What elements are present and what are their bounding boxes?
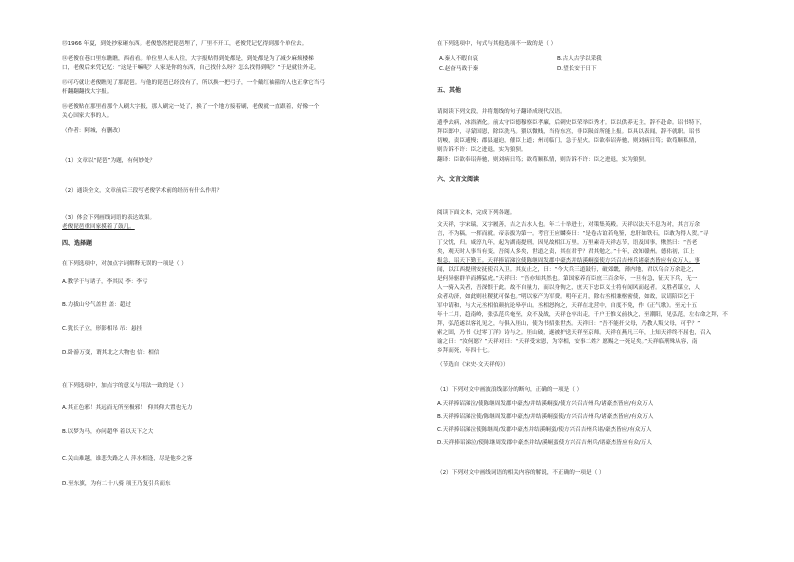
mc3-option-d: D.望长安于日下	[557, 66, 597, 72]
paragraph-14-line1: ⑭老俊在巷口里东瞧瞧，西看看。单位里人未人往，大字报贴得到处都是，到处都是为了减少麻烦楼梯	[62, 56, 314, 62]
mc1-option-c: C.犹长子立，形影相吊 吊：悬挂	[62, 326, 143, 332]
passage-line-4: 矣，观天时人事当有变，吾阅人多矣，世道之责，其在君乎？君其勉之。”十年，改知赣州。德佑初，江上	[437, 249, 695, 255]
translation-passage-line1: 遗季去病，冰浴酒化。前太守臣德穆察臣孝廉，后刺史臣荣举臣秀才。臣以供养无主，辞不赴命。诏书特下，	[437, 120, 706, 126]
passage-line-3: 丁父忧，归。咸淳九年，起为湖南提刑，因见故相江万里。万里素奇天祥志节，语及国事，愀然曰：“吾老	[437, 240, 698, 246]
paragraph-15-line1: ⑮可巧就让老俊瞧见了那琵琶。与他的琵琶已经没有了，所以换一把弓子，一个戴红袖箍的人也正拿它当弓	[62, 80, 325, 86]
mc2-option-a: A.其正色邪！其远而无所至极邪！ 仰其仰大置也无力	[62, 405, 193, 411]
passage-line-13: 索之固，乃书《过零丁洋》诗与之。厓山破，遂被护送天祥至京师。天祥在燕凡三年，上知天祥终不屈也，召入	[437, 330, 712, 336]
passage-line-5: 报急，诏天下勤王。天祥捧诏涕泣使陈继周发郡中豪杰并结溪峒蛮使方兴召吉州兵诸豪杰皆应有众万人。事	[437, 258, 700, 264]
passage-line-2: 言，不为稿，一挥而就。帝亲拔为第一。考官王应麟奏曰：“是卷古谊若龟鉴，忠肝如铁石，臣敢为得人贺。”寻	[437, 231, 709, 237]
mc2-option-d: D.至东旗，为有二十八骑 项王乃复引兵而东	[62, 481, 171, 487]
passage-line-12: 拜，弘范遂以客礼见之，与俱入厓山，使为书招张世杰。天祥曰：“吾不能扞父母，乃教人叛父母，可乎？”	[437, 321, 701, 327]
passage-line-8: 人一骑入关者，吾深恨于此。故不自量力，而以身徇之，庶天下忠臣义士将有闻风而起者。义胜者谋立，人	[437, 285, 700, 291]
reading-q1-option-a: A.天祥捧诏涕泣/使陈继周发郡中豪杰/并结溪峒蛮/使方兴召吉州兵/诸豪杰皆应/有众万人	[437, 401, 654, 407]
paragraph-13: ⑬1966 年夏，到处抄家砸东西。老俊悠然把琵琶埋了，厂里不开工，老俊凭记忆得到那个单位去。	[62, 41, 308, 47]
question-2: （2）通读全文，文章前后三段写老俊学术前的经历有什么作用？	[62, 188, 223, 194]
mc1-option-a: A.教学于与诸子，李其民 李：李亏	[62, 279, 148, 285]
question-3-sentence: 老俊琵琶重回家摸着了鼓几。	[62, 224, 135, 230]
paragraph-14-line2: 口，老俊后来凭记忆：“这是干嘛呢？人家是你的东西，自己找什么呀？怎么找得到呢？”于是就往外走。	[62, 65, 320, 71]
section-6-heading: 六、文言文阅读	[437, 176, 480, 183]
passage-line-15: 乡拜而死，年四十七。	[437, 348, 493, 354]
mc3-stem: 在下列选项中，句式与其他选项不一致的是（ ）	[437, 41, 557, 47]
passage-line-10: 军中请和，与大元丞相伯颜抗论皋亭山。丞相怒拘之，天祥在北营中，自度不免，作《正气歌》。至元十五	[437, 303, 698, 309]
translation-answer: 翻译：臣欲奉诏奔驰，则刘病日笃；欲苟顺私情，则告诉不许：臣之进退，实为狼狈。	[437, 157, 650, 163]
mc3-option-b: B.古人古学以采我	[557, 56, 602, 62]
passage-line-14: 谕之曰：“汝何愿？”天祥对曰：“天祥受宋恩，为宰相，安事二姓？愿赐之一死足矣。”天祥临刑殊从容，南	[437, 339, 698, 345]
paragraph-15-line2: 杆翻翻翻找大字报。	[62, 89, 113, 95]
mc3-option-a: A.秦人不暇自哀	[439, 56, 479, 62]
reading-q1-option-c: C.天祥捧诏涕泣使陈继周/发郡中豪杰并结溪峒蛮/使方兴召吉州兵诸/豪杰皆应/有众万人	[437, 427, 652, 433]
mc1-stem: 在下列选项中，对加点字词解释无误的一项是（ ）	[62, 261, 187, 267]
passage-line-1: 文天祥，字宋瑞，又字履善，吉之吉水人也。年二十举进士，对策集英殿。天祥以法天不息为对，其言万余	[437, 222, 700, 228]
passage-line-7: 是何异驱群羊而搏猛虎。”天祥曰：“吾亦知其然也。第国家养育臣庶三百余年，一旦有急，征天下兵，无一	[437, 276, 698, 282]
translation-intro: 请阅读下列文段，并将划线的句子翻译成现代汉语。	[437, 109, 566, 115]
mc3-option-c: C.赵奋马战于秦	[439, 66, 479, 72]
passage-line-9: 众者功济，如此则社稷犹可保也。”明以家产为军费。明年正月，除右丞相兼枢密使，如故，议请陪臣乞于	[437, 294, 695, 300]
translation-passage-line2: 拜臣郎中，寻蒙国恩，除臣洗马。猥以微贱，当侍东宫，非臣陨首所能上报。臣具以表闻，辞不就职。诏书	[437, 129, 700, 135]
passage-source: （节选自《宋史·文天祥传》）	[437, 362, 509, 368]
paragraph-16-line1: ⑯老俊贴在那里看那个人刷大字报，那人刷完一处了，换了一个地方接着刷，老俊就一直跟着，好像一个	[62, 104, 320, 110]
mc2-stem: 在下列选项中，加点字的意义与用法一致的是（ ）	[62, 383, 187, 389]
paragraph-16-line2: 关心国家大事的人。	[62, 113, 113, 119]
reading-question-1: （1）下列对文中画波浪线部分的断句，正确的一项是（ ）	[437, 387, 583, 393]
mc2-option-b: B.以梦为马，亦问超华 着以天下之大	[62, 429, 154, 435]
translation-passage-line3: 切峻，责臣逋慢；郡县逼迫，催臣上道；州司临门，急于星火。臣欲奉诏奔驰，则刘病日笃；欲苟顺私情，	[437, 138, 700, 144]
mc2-option-c: C.关山难越，谁悲失路之人 萍水相逢，尽是他乡之客	[62, 456, 193, 462]
mc1-option-d: D.卧游万变，谓其北之大物也 信：相信	[62, 350, 160, 356]
mc1-option-b: B.力拔山兮气盖世 盖：超过	[62, 302, 131, 308]
reading-question-2: （2）下列对文中画线词语的相关内容的解说，不正确的一项是（ ）	[437, 470, 605, 476]
passage-line-11: 年十二月，趋南岭，张弘范兵奄至，众不及战，天祥仓卒出走，千户王惟义前执之，至潮阳，见弘范，左右命之拜，不	[437, 312, 728, 318]
question-1: （1）文章以“琵琶”为题，有何妙处？	[62, 158, 156, 164]
reading-q1-option-d: D.天祥捧诏涕泣/使陈继周发郡中豪杰并结/溪峒蛮使方兴召吉州兵/诸豪杰皆应有众/万人	[437, 440, 652, 446]
reading-intro: 阅读下面文本，完成下列各题。	[437, 210, 516, 216]
section-5-heading: 五、其他	[437, 87, 462, 94]
passage-line-6: 闻，以江西提刑安抚使召入卫。其友止之，曰：“今大兵三道鼓行，破郊畿，薄内地，君以乌合万余赴之，	[437, 267, 698, 273]
translation-passage-line4: 则告诉不许：臣之进退，实为狼狈。	[437, 147, 527, 153]
author-note: （作者：阿城，有删改）	[62, 128, 124, 134]
reading-q1-option-b: B.天祥捧诏涕泣使/陈继周发郡中豪杰/并结溪峒蛮使/方兴召吉州兵/诸豪杰皆应/有众万人	[437, 414, 654, 420]
section-4-heading: 四、选择题	[62, 240, 93, 247]
question-3: （3）体会下列画线词语的表达效果。	[62, 215, 156, 221]
